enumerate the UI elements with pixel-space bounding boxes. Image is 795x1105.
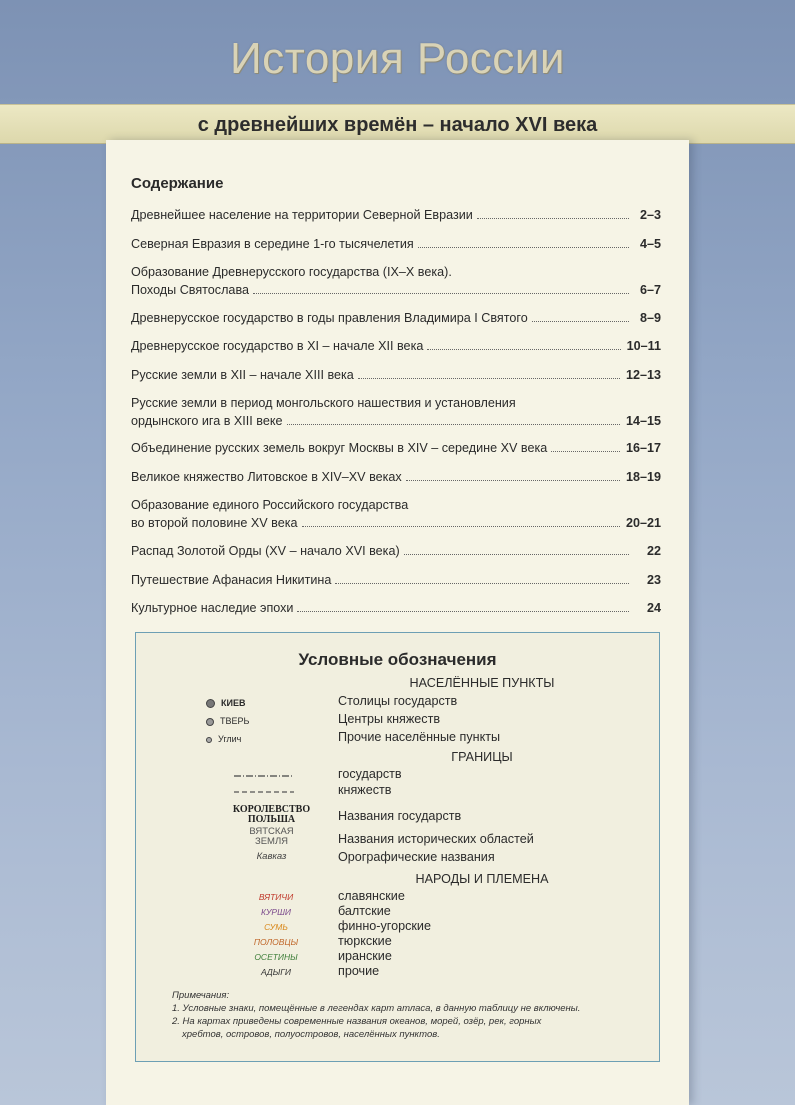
people-sample: КУРШИ: [260, 907, 291, 917]
legend-label: Названия исторических областей: [338, 832, 534, 846]
people-sample: СУМЬ: [264, 922, 288, 932]
toc-entry[interactable]: [131, 235, 661, 253]
legend-label: Столицы государств: [338, 694, 458, 708]
people-sample: ОСЕТИНЫ: [254, 952, 298, 962]
contents-panel: [106, 140, 689, 1105]
toc-entry-title: Древнейшее население на территории Северной Евразии: [131, 208, 473, 222]
toc-entry-title-cont: Походы Святослава: [131, 283, 249, 297]
orographic-name-sample: Кавказ: [256, 851, 287, 862]
leader-dots: [287, 413, 620, 425]
subtitle-band: [0, 104, 795, 144]
legend-section-heading: НАРОДЫ И ПЛЕМЕНА: [415, 872, 549, 886]
toc-entry-pages: 4–5: [639, 237, 661, 251]
toc-entry[interactable]: [131, 337, 661, 355]
region-name-sample: ВЯТСКАЯ ЗЕМЛЯ: [249, 826, 294, 847]
toc-entry-pages: 2–3: [639, 208, 661, 222]
toc-entry[interactable]: [131, 394, 661, 430]
toc-entry[interactable]: [131, 206, 661, 224]
legend-box: [135, 632, 660, 1062]
people-sample: ВЯТИЧИ: [258, 892, 294, 902]
toc-entry-title: Древнерусское государство в годы правления Владимира I Святого: [131, 311, 528, 325]
legend-label: Центры княжеств: [338, 712, 441, 726]
toc-entry-pages: 10–11: [626, 339, 661, 353]
toc-entry-title: Путешествие Афанасия Никитина: [131, 573, 332, 587]
toc-entry-title: Древнерусское государство в XI – начале XII века: [131, 339, 424, 353]
town-symbol: Углич: [206, 734, 306, 744]
legend-label: финно-угорские: [338, 919, 431, 933]
toc-entry-title: Русские земли в XII – начале XIII века: [131, 368, 354, 382]
note-line: хребтов, островов, полуостровов, населённых пунктов.: [182, 1029, 440, 1040]
toc-entry-pages: 6–7: [639, 283, 661, 297]
legend-label: тюркские: [338, 934, 392, 948]
legend-label: балтские: [338, 904, 391, 918]
toc-entry-pages: 12–13: [625, 368, 661, 382]
legend-label: Прочие населённые пункты: [338, 730, 501, 744]
state-name-sample: КОРОЛЕВСТВО ПОЛЬША: [232, 804, 311, 825]
leader-dots: [253, 282, 629, 294]
toc-entry[interactable]: [131, 439, 661, 457]
leader-dots: [477, 207, 629, 219]
toc-entry-pages: 23: [646, 573, 661, 587]
capital-symbol: КИЕВ: [206, 698, 306, 708]
toc-entry-title: Культурное наследие эпохи: [131, 601, 294, 615]
toc-entry-pages: 20–21: [625, 516, 661, 530]
leader-dots: [358, 367, 620, 379]
toc-entry-pages: 14–15: [625, 414, 661, 428]
toc-entry-pages: 22: [646, 544, 661, 558]
state-border-icon: [234, 774, 294, 778]
toc-entry[interactable]: [131, 309, 661, 327]
toc-entry-title-cont: во второй половине XV века: [131, 516, 298, 530]
toc-entry[interactable]: [131, 571, 661, 589]
toc-entry[interactable]: [131, 599, 661, 617]
toc-entry-title: Образование Древнерусского государства (IX–X века).: [131, 265, 452, 279]
legend-title: Условные обозначения: [298, 650, 497, 669]
toc-entry[interactable]: [131, 468, 661, 486]
legend-label: Названия государств: [338, 809, 462, 823]
legend-label: иранские: [338, 949, 392, 963]
capital-dot-icon: [206, 699, 215, 708]
toc-entry[interactable]: [131, 496, 661, 532]
leader-dots: [404, 543, 629, 555]
legend-section-heading: ГРАНИЦЫ: [451, 750, 513, 764]
toc-entry-title: Великое княжество Литовское в XIV–XV веках: [131, 470, 402, 484]
page-subtitle: с древнейших времён – начало XVI века: [197, 114, 598, 136]
toc-entry[interactable]: [131, 366, 661, 384]
legend-label: славянские: [338, 889, 405, 903]
legend-section-heading: НАСЕЛЁННЫЕ ПУНКТЫ: [409, 676, 555, 690]
legend-label: Орографические названия: [338, 850, 495, 864]
notes-heading: Примечания:: [172, 990, 230, 1001]
toc-entry-pages: 16–17: [625, 441, 661, 455]
toc-entry-title: Северная Евразия в середине 1-го тысячелетия: [131, 237, 414, 251]
legend-notes: [172, 989, 642, 1041]
toc-entry-pages: 18–19: [625, 470, 661, 484]
leader-dots: [302, 515, 620, 527]
principality-border-icon: [234, 790, 294, 794]
toc-entry-title: Распад Золотой Орды (XV – начало XVI века): [131, 544, 400, 558]
town-dot-icon: [206, 737, 212, 743]
leader-dots: [551, 440, 620, 452]
leader-dots: [532, 310, 629, 322]
page-title: История России: [230, 34, 565, 83]
note-line: 1. Условные знаки, помещённые в легендах карт атласа, в данную таблицу не включены.: [172, 1003, 581, 1014]
toc-entry-pages: 8–9: [639, 311, 661, 325]
toc-entry-pages: 24: [646, 601, 661, 615]
leader-dots: [406, 469, 620, 481]
legend-label: княжеств: [338, 783, 392, 797]
toc-entry[interactable]: [131, 542, 661, 560]
toc-entry-title-cont: ордынского ига в XIII веке: [131, 414, 283, 428]
toc-heading: Содержание: [131, 175, 224, 192]
leader-dots: [427, 338, 620, 350]
toc-entry[interactable]: [131, 263, 661, 299]
center-dot-icon: [206, 718, 214, 726]
people-sample: ПОЛОВЦЫ: [253, 937, 299, 947]
toc-entry-title: Образование единого Российского государства: [131, 498, 409, 512]
toc-entry-title: Объединение русских земель вокруг Москвы в XIV – середине XV века: [131, 441, 548, 455]
legend-label: государств: [338, 767, 402, 781]
people-sample: АДЫГИ: [261, 967, 291, 977]
center-symbol: ТВЕРЬ: [206, 716, 306, 726]
note-line: 2. На картах приведены современные названия океанов, морей, озёр, рек, горных: [172, 1016, 542, 1027]
leader-dots: [297, 600, 629, 612]
leader-dots: [418, 236, 629, 248]
legend-label: прочие: [338, 964, 380, 978]
leader-dots: [335, 572, 629, 584]
toc-entry-title: Русские земли в период монгольского нашествия и установления: [131, 396, 516, 410]
